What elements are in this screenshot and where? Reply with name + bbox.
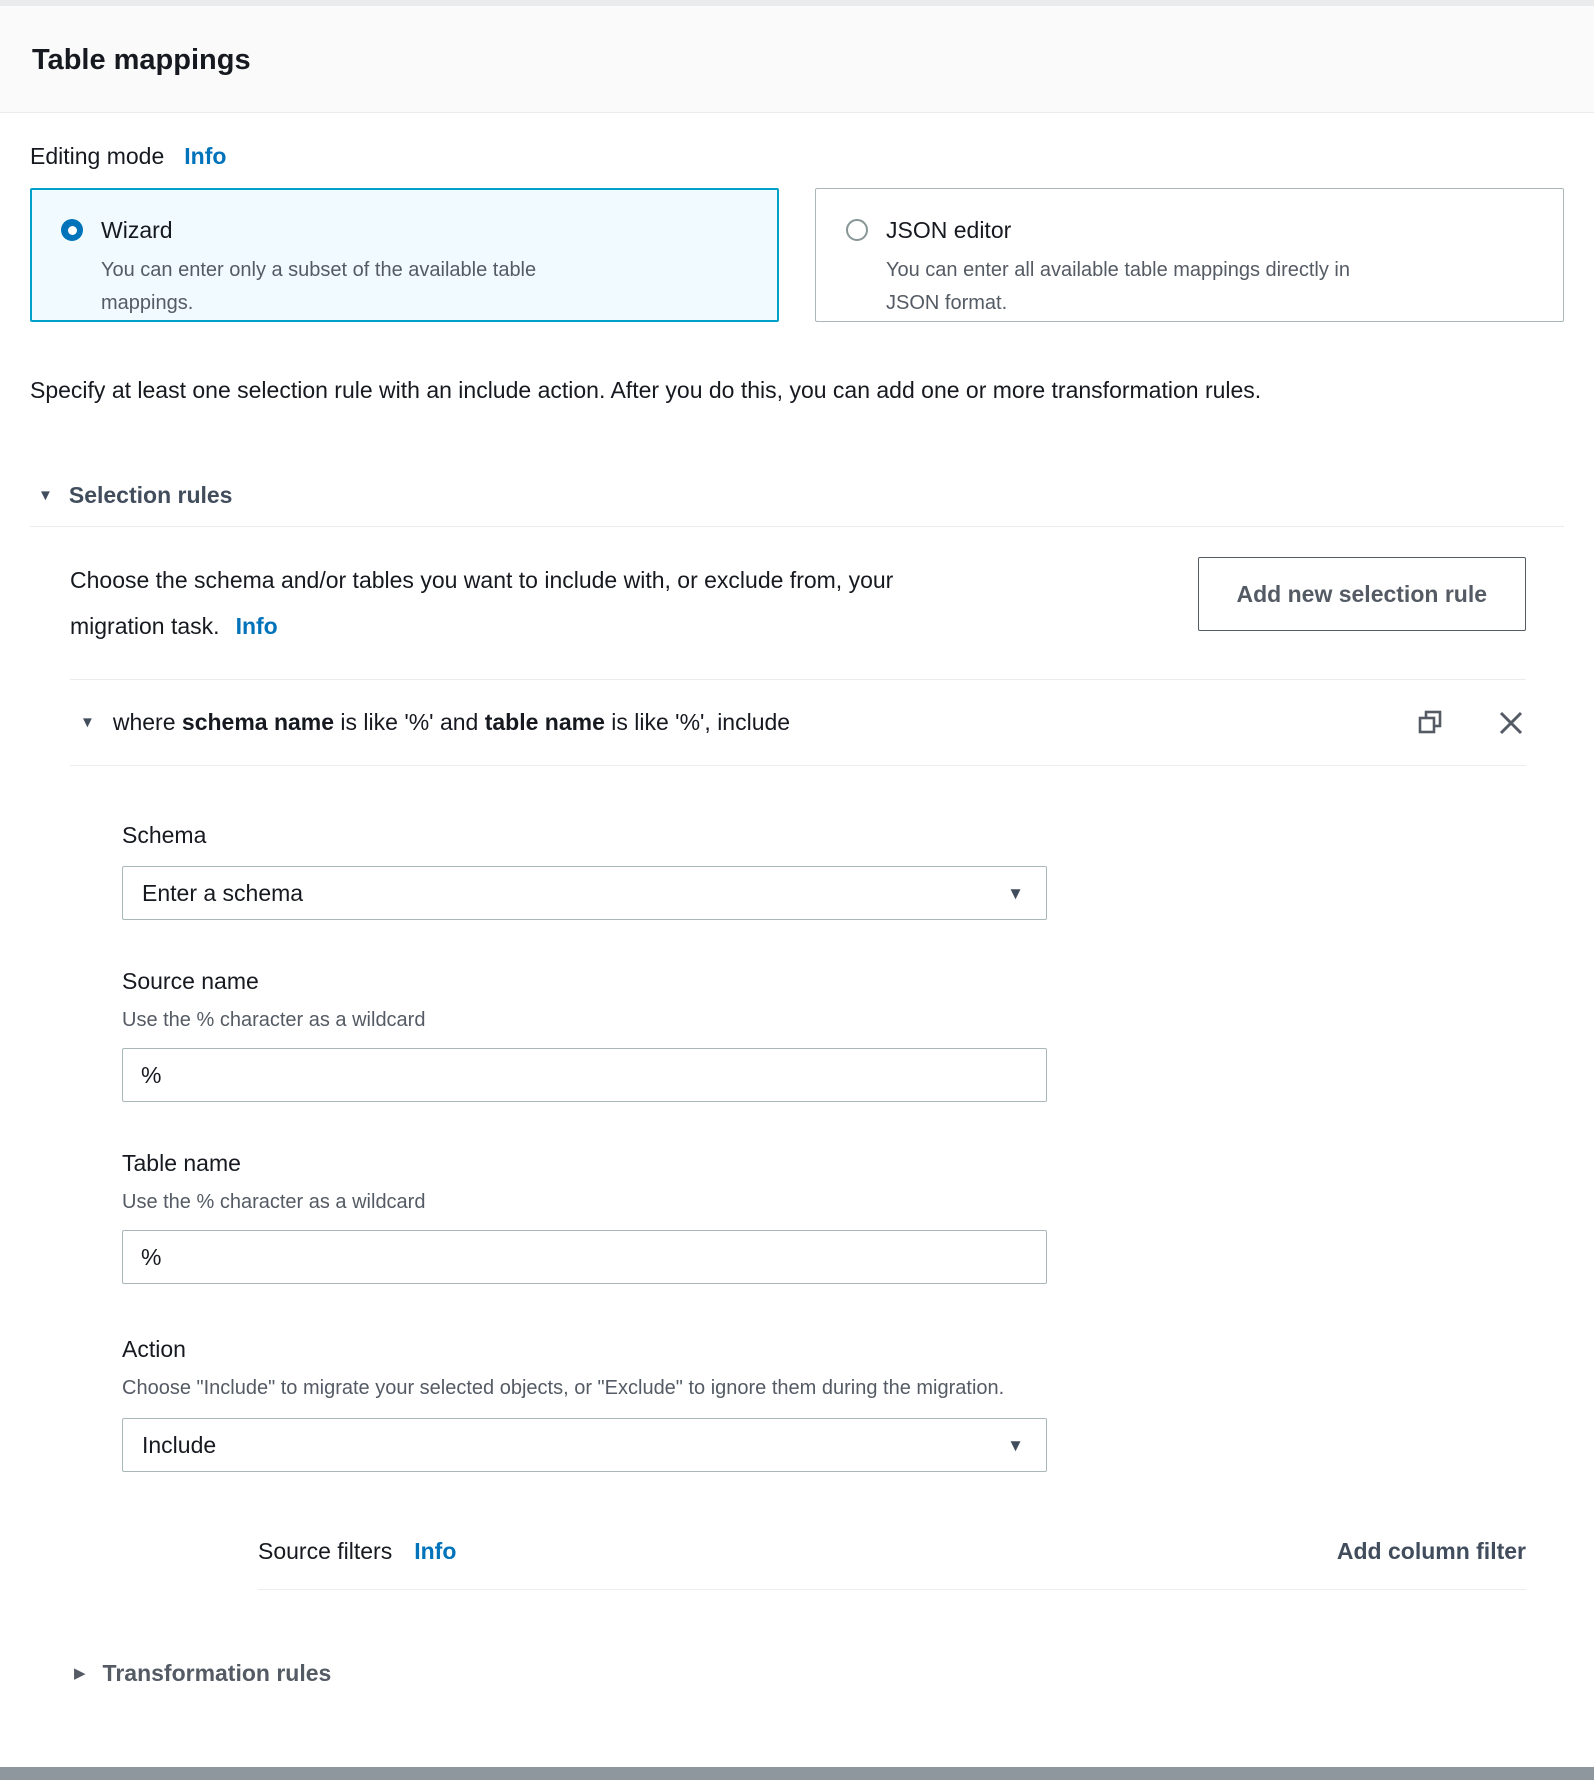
selection-rules-description-text: Choose the schema and/or tables you want to include with, or exclude from, your migration task. (70, 567, 894, 639)
editing-mode-options (30, 188, 1564, 322)
chevron-down-icon: ▼ (1007, 883, 1024, 903)
rule-summary (113, 709, 790, 736)
source-name-hint: Use the % character as a wildcard (122, 1009, 426, 1031)
rule-summary-where: where (112, 709, 182, 735)
wizard-radio[interactable] (61, 219, 83, 241)
schema-field-group (122, 820, 1047, 920)
json-editor-radio[interactable] (846, 219, 868, 241)
editing-mode-label: Editing mode (30, 143, 165, 169)
action-select-value: Include (142, 1431, 217, 1458)
editing-mode-row (30, 143, 1564, 170)
transformation-rules-title: Transformation rules (102, 1660, 332, 1686)
table-name-input[interactable] (122, 1230, 1047, 1284)
json-editor-option-description: You can enter all available table mappings directly in JSON format. (886, 259, 1350, 314)
table-name-field-group (122, 1148, 1047, 1284)
caret-down-icon: ▼ (38, 487, 53, 504)
source-filters-label: Source filters (258, 1538, 393, 1564)
editing-mode-info-link[interactable]: Info (184, 143, 227, 169)
add-selection-rule-button[interactable]: Add new selection rule (1198, 557, 1527, 631)
selection-rules-description-row (70, 557, 1526, 649)
rule-summary-schema-field: schema name (181, 709, 335, 735)
copy-icon (1415, 707, 1446, 738)
table-name-hint: Use the % character as a wildcard (122, 1191, 426, 1213)
page-title: Table mappings (32, 44, 251, 76)
caret-right-icon: ▶ (74, 1665, 86, 1682)
selection-rules-info-link[interactable]: Info (235, 613, 278, 639)
divider (30, 526, 1564, 527)
schema-select[interactable] (122, 866, 1047, 920)
wizard-option-label: Wizard (101, 217, 173, 243)
rule-summary-mid: is like '%' and (334, 709, 485, 735)
copy-rule-button[interactable] (1415, 707, 1446, 738)
table-mappings-panel (0, 113, 1594, 1687)
rule-actions (1415, 707, 1526, 738)
source-filters-info-link[interactable]: Info (414, 1538, 457, 1564)
selection-rules-body (70, 557, 1526, 1590)
schema-label: Schema (122, 822, 207, 848)
rule-summary-table-field: table name (484, 709, 605, 735)
selection-rules-section-toggle[interactable] (38, 482, 1564, 509)
divider (258, 1589, 1526, 1590)
action-select[interactable] (122, 1418, 1047, 1472)
source-name-label: Source name (122, 968, 259, 994)
source-name-input[interactable] (122, 1048, 1047, 1102)
intro-text: Specify at least one selection rule with an include action. After you do this, you can add one or more transformation rules. (30, 377, 1262, 403)
selection-rule-form (122, 820, 1047, 1472)
json-editor-option-label: JSON editor (886, 217, 1012, 243)
wizard-option-card[interactable] (30, 188, 779, 322)
source-name-field-group (122, 966, 1047, 1102)
remove-rule-button[interactable] (1496, 708, 1526, 738)
selection-rule-header (70, 680, 1526, 765)
horizontal-scrollbar[interactable] (0, 1767, 1594, 1780)
source-filters-row (258, 1538, 1526, 1565)
close-icon (1496, 708, 1526, 738)
divider (70, 765, 1526, 766)
json-editor-option-card[interactable] (815, 188, 1564, 322)
page-header (0, 6, 1594, 113)
source-filters-header (258, 1538, 456, 1565)
rule-summary-end: is like '%', include (604, 709, 791, 735)
selection-rules-description (70, 557, 950, 649)
add-column-filter-button[interactable]: Add column filter (1336, 1538, 1526, 1564)
schema-select-value: Enter a schema (142, 879, 304, 906)
rule-caret-down-icon[interactable]: ▼ (80, 714, 95, 731)
transformation-rules-section-toggle[interactable] (74, 1660, 1564, 1687)
action-hint: Choose "Include" to migrate your selected objects, or "Exclude" to ignore them during the migration. (122, 1377, 1005, 1399)
chevron-down-icon: ▼ (1007, 1435, 1024, 1455)
action-field-group (122, 1334, 1047, 1472)
action-label: Action (122, 1336, 186, 1362)
radio-dot (68, 226, 77, 235)
wizard-option-description: You can enter only a subset of the available table mappings. (101, 259, 537, 314)
selection-rules-title: Selection rules (68, 482, 233, 508)
table-name-label: Table name (122, 1150, 241, 1176)
